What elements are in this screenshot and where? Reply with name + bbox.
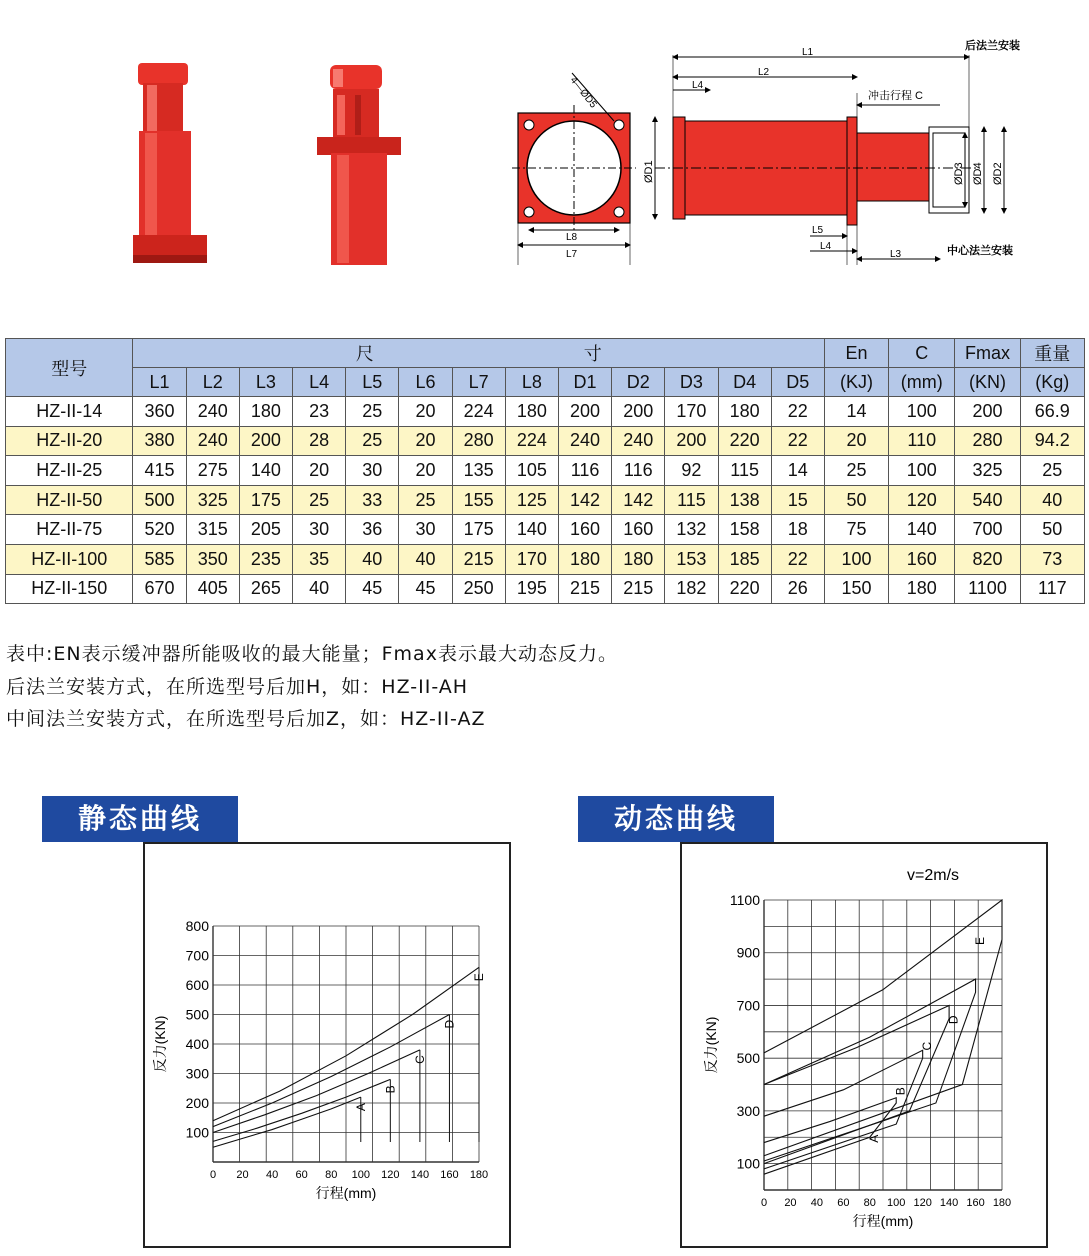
value-cell: 25: [293, 485, 346, 515]
value-cell: 182: [665, 574, 718, 604]
series-label: E: [973, 936, 987, 945]
value-cell: 120: [889, 485, 955, 515]
value-cell: 315: [186, 515, 239, 545]
value-cell: 110: [889, 426, 955, 456]
value-cell: 22: [771, 544, 824, 574]
table-row: [6, 426, 1085, 456]
value-cell: 138: [718, 485, 771, 515]
value-cell: 500: [133, 485, 186, 515]
value-cell: 200: [558, 397, 611, 427]
label-l4-bottom: L4: [820, 241, 832, 252]
value-cell: 25: [346, 426, 399, 456]
value-cell: 115: [665, 485, 718, 515]
label-d4: ØD4: [972, 162, 984, 185]
value-cell: 700: [955, 515, 1020, 545]
table-row: [6, 485, 1085, 515]
x-tick-label: 120: [381, 1169, 400, 1181]
value-cell: 125: [505, 485, 558, 515]
table-header-row-2: [6, 368, 1085, 397]
header-fmax: Fmax: [955, 339, 1020, 368]
x-axis-label: 行程(mm): [315, 1185, 377, 1201]
value-cell: 140: [239, 456, 292, 486]
series-label: E: [472, 973, 486, 982]
model-cell: HZ-II-25: [6, 456, 133, 486]
front-view: [512, 73, 636, 265]
value-cell: 215: [612, 574, 665, 604]
value-cell: 175: [239, 485, 292, 515]
label-stroke-c: 冲击行程 C: [868, 90, 923, 102]
value-cell: 170: [505, 544, 558, 574]
model-cell: HZ-II-50: [6, 485, 133, 515]
value-cell: 240: [612, 426, 665, 456]
value-cell: 15: [771, 485, 824, 515]
x-tick-label: 100: [887, 1197, 906, 1209]
y-tick-label: 600: [185, 977, 209, 993]
y-tick-label: 700: [185, 947, 209, 964]
value-cell: 132: [665, 515, 718, 545]
table-row: [6, 574, 1085, 604]
header-col: L5: [346, 368, 399, 397]
label-l8: L8: [566, 232, 578, 243]
value-cell: 250: [452, 574, 505, 604]
header-col: L8: [505, 368, 558, 397]
x-tick-label: 100: [351, 1169, 370, 1181]
model-cell: HZ-II-150: [6, 574, 133, 604]
value-cell: 117: [1020, 574, 1084, 604]
value-cell: 20: [399, 426, 452, 456]
label-l1: L1: [802, 47, 814, 58]
value-cell: 22: [771, 397, 824, 427]
value-cell: 155: [452, 485, 505, 515]
table-row: [6, 456, 1085, 486]
value-cell: 73: [1020, 544, 1084, 574]
value-cell: 116: [558, 456, 611, 486]
model-cell: HZ-II-20: [6, 426, 133, 456]
x-tick-label: 40: [810, 1197, 824, 1209]
label-d2: ØD2: [992, 162, 1004, 185]
value-cell: 200: [955, 397, 1020, 427]
x-tick-label: 160: [440, 1169, 459, 1181]
x-tick-label: 180: [469, 1169, 489, 1181]
value-cell: 23: [293, 397, 346, 427]
value-cell: 14: [824, 397, 888, 427]
y-tick-label: 400: [185, 1036, 209, 1052]
value-cell: 280: [955, 426, 1020, 456]
value-cell: 180: [612, 544, 665, 574]
value-cell: 240: [186, 426, 239, 456]
header-size: 尺 寸: [133, 339, 824, 368]
header-col: D4: [718, 368, 771, 397]
label-l4-top: L4: [692, 80, 704, 91]
series-label: C: [920, 1041, 935, 1051]
static-chart-frame: [143, 842, 511, 1248]
spec-table: [5, 338, 1085, 604]
label-d1: ØD1: [643, 160, 655, 183]
x-tick-label: 0: [209, 1169, 217, 1181]
y-axis-label: 反力(KN): [152, 1015, 168, 1073]
grid: [213, 926, 479, 1162]
value-cell: 40: [1020, 485, 1084, 515]
y-tick-label: 900: [736, 944, 760, 961]
value-cell: 116: [612, 456, 665, 486]
header-col: L4: [293, 368, 346, 397]
value-cell: 360: [133, 397, 186, 427]
value-cell: 170: [665, 397, 718, 427]
value-cell: 30: [399, 515, 452, 545]
x-tick-label: 60: [295, 1169, 308, 1181]
value-cell: 200: [665, 426, 718, 456]
x-tick-label: 0: [760, 1197, 768, 1209]
value-cell: 200: [239, 426, 292, 456]
header-c-unit: (mm): [889, 368, 955, 397]
product-photos: [125, 55, 425, 275]
model-cell: HZ-II-75: [6, 515, 133, 545]
series-label: D: [442, 1019, 457, 1029]
value-cell: 280: [452, 426, 505, 456]
value-cell: 22: [771, 426, 824, 456]
x-axis-label: 行程(mm): [852, 1213, 914, 1229]
value-cell: 25: [399, 485, 452, 515]
value-cell: 28: [293, 426, 346, 456]
x-tick-label: 120: [913, 1197, 932, 1209]
rear-flange-buffer-image: [133, 63, 207, 263]
velocity-annotation: v=2m/s: [907, 867, 960, 884]
label-l7: L7: [566, 249, 578, 260]
label-d5: 4—ØD5: [567, 75, 599, 111]
y-tick-label: 100: [736, 1155, 760, 1172]
value-cell: 1100: [955, 574, 1020, 604]
value-cell: 66.9: [1020, 397, 1084, 427]
value-cell: 540: [955, 485, 1020, 515]
header-col: D3: [665, 368, 718, 397]
header-c: C: [889, 339, 955, 368]
dynamic-chart: [682, 844, 1046, 1246]
value-cell: 160: [612, 515, 665, 545]
y-tick-label: 500: [736, 1050, 760, 1067]
value-cell: 180: [558, 544, 611, 574]
side-view: [643, 47, 1004, 265]
value-cell: 220: [718, 574, 771, 604]
header-col: L3: [239, 368, 292, 397]
value-cell: 520: [133, 515, 186, 545]
header-col: L2: [186, 368, 239, 397]
value-cell: 94.2: [1020, 426, 1084, 456]
series-label: B: [383, 1085, 398, 1094]
series-label: A: [353, 1103, 368, 1112]
y-tick-label: 100: [185, 1124, 209, 1141]
y-tick-label: 300: [185, 1065, 209, 1082]
header-col: L6: [399, 368, 452, 397]
value-cell: 50: [824, 485, 888, 515]
series-line-A: [213, 1097, 361, 1147]
value-cell: 195: [505, 574, 558, 604]
value-cell: 50: [1020, 515, 1084, 545]
header-fmax-unit: (KN): [955, 368, 1020, 397]
table-header-row-1: [6, 339, 1085, 368]
value-cell: 405: [186, 574, 239, 604]
value-cell: 200: [612, 397, 665, 427]
value-cell: 33: [346, 485, 399, 515]
x-tick-label: 80: [325, 1169, 338, 1181]
table-row: [6, 515, 1085, 545]
value-cell: 20: [293, 456, 346, 486]
value-cell: 40: [399, 544, 452, 574]
value-cell: 45: [346, 574, 399, 604]
value-cell: 670: [133, 574, 186, 604]
value-cell: 140: [505, 515, 558, 545]
value-cell: 185: [718, 544, 771, 574]
value-cell: 325: [186, 485, 239, 515]
value-cell: 150: [824, 574, 888, 604]
x-tick-label: 180: [992, 1197, 1012, 1209]
header-en: En: [824, 339, 888, 368]
x-tick-label: 140: [939, 1197, 959, 1209]
value-cell: 100: [889, 397, 955, 427]
note-line: 中间法兰安装方式，在所选型号后加Z，如：HZ-II-AZ: [6, 708, 486, 730]
value-cell: 350: [186, 544, 239, 574]
value-cell: 25: [1020, 456, 1084, 486]
value-cell: 158: [718, 515, 771, 545]
value-cell: 215: [452, 544, 505, 574]
value-cell: 36: [346, 515, 399, 545]
center-flange-buffer-image: [317, 65, 401, 265]
y-tick-label: 200: [185, 1095, 209, 1111]
label-center-flange: 中心法兰安装: [947, 245, 1013, 257]
model-cell: HZ-II-100: [6, 544, 133, 574]
table-row: [6, 397, 1085, 427]
y-axis-label: 反力(KN): [703, 1016, 719, 1074]
value-cell: 325: [955, 456, 1020, 486]
value-cell: 14: [771, 456, 824, 486]
value-cell: 585: [133, 544, 186, 574]
header-model: 型号: [6, 339, 133, 397]
value-cell: 180: [505, 397, 558, 427]
model-cell: HZ-II-14: [6, 397, 133, 427]
value-cell: 115: [718, 456, 771, 486]
value-cell: 26: [771, 574, 824, 604]
value-cell: 100: [824, 544, 888, 574]
note-line: 后法兰安装方式，在所选型号后加H，如：HZ-II-AH: [6, 675, 469, 698]
header-weight: 重量: [1020, 339, 1084, 368]
header-col: D1: [558, 368, 611, 397]
header-col: D2: [612, 368, 665, 397]
value-cell: 240: [558, 426, 611, 456]
grid: [764, 900, 1002, 1190]
value-cell: 175: [452, 515, 505, 545]
value-cell: 240: [186, 397, 239, 427]
value-cell: 18: [771, 515, 824, 545]
value-cell: 40: [346, 544, 399, 574]
x-tick-label: 140: [410, 1169, 430, 1181]
x-tick-label: 60: [837, 1197, 850, 1209]
value-cell: 20: [399, 456, 452, 486]
value-cell: 35: [293, 544, 346, 574]
header-col: L1: [133, 368, 186, 397]
value-cell: 20: [399, 397, 452, 427]
value-cell: 142: [558, 485, 611, 515]
value-cell: 224: [505, 426, 558, 456]
series-line-D: [764, 979, 976, 1161]
value-cell: 92: [665, 456, 718, 486]
value-cell: 265: [239, 574, 292, 604]
value-cell: 160: [889, 544, 955, 574]
value-cell: 100: [889, 456, 955, 486]
value-cell: 20: [824, 426, 888, 456]
value-cell: 380: [133, 426, 186, 456]
table-row: [6, 544, 1085, 574]
label-rear-flange: 后法兰安装: [965, 40, 1020, 52]
value-cell: 142: [612, 485, 665, 515]
value-cell: 40: [293, 574, 346, 604]
static-chart: [145, 844, 509, 1246]
value-cell: 160: [558, 515, 611, 545]
series-label: C: [412, 1055, 427, 1064]
x-tick-label: 40: [265, 1169, 279, 1181]
value-cell: 415: [133, 456, 186, 486]
value-cell: 105: [505, 456, 558, 486]
y-tick-label: 500: [185, 1006, 209, 1023]
header-weight-unit: (Kg): [1020, 368, 1084, 397]
value-cell: 215: [558, 574, 611, 604]
value-cell: 25: [346, 397, 399, 427]
label-d3: ØD3: [953, 162, 965, 185]
value-cell: 45: [399, 574, 452, 604]
value-cell: 25: [824, 456, 888, 486]
dynamic-chart-frame: [680, 842, 1048, 1248]
header-en-unit: (KJ): [824, 368, 888, 397]
x-tick-label: 160: [966, 1197, 985, 1209]
value-cell: 820: [955, 544, 1020, 574]
value-cell: 153: [665, 544, 718, 574]
series-label: B: [893, 1087, 908, 1096]
value-cell: 135: [452, 456, 505, 486]
static-curve-title: 静态曲线: [42, 796, 238, 842]
value-cell: 180: [889, 574, 955, 604]
y-tick-label: 1100: [729, 892, 760, 908]
value-cell: 180: [239, 397, 292, 427]
y-tick-label: 700: [736, 997, 760, 1014]
x-tick-label: 80: [863, 1197, 876, 1209]
x-tick-label: 20: [236, 1169, 249, 1181]
header-col: L7: [452, 368, 505, 397]
value-cell: 224: [452, 397, 505, 427]
value-cell: 275: [186, 456, 239, 486]
value-cell: 30: [293, 515, 346, 545]
series-label: A: [867, 1134, 882, 1143]
label-l3: L3: [890, 249, 902, 260]
value-cell: 75: [824, 515, 888, 545]
series-label: D: [946, 1015, 961, 1025]
dynamic-curve-title: 动态曲线: [578, 796, 774, 842]
label-l2: L2: [758, 67, 770, 78]
header-col: D5: [771, 368, 824, 397]
dimension-drawing: [510, 35, 1070, 275]
y-tick-label: 300: [736, 1102, 760, 1119]
value-cell: 30: [346, 456, 399, 486]
notes: [6, 638, 618, 736]
value-cell: 140: [889, 515, 955, 545]
note-line: 表中:EN表示缓冲器所能吸收的最大能量；Fmax表示最大动态反力。: [6, 643, 618, 665]
value-cell: 180: [718, 397, 771, 427]
value-cell: 220: [718, 426, 771, 456]
x-tick-label: 20: [784, 1197, 797, 1209]
value-cell: 235: [239, 544, 292, 574]
value-cell: 205: [239, 515, 292, 545]
y-tick-label: 800: [185, 918, 209, 934]
series-line-D: [213, 1015, 449, 1127]
label-l5: L5: [812, 225, 824, 236]
